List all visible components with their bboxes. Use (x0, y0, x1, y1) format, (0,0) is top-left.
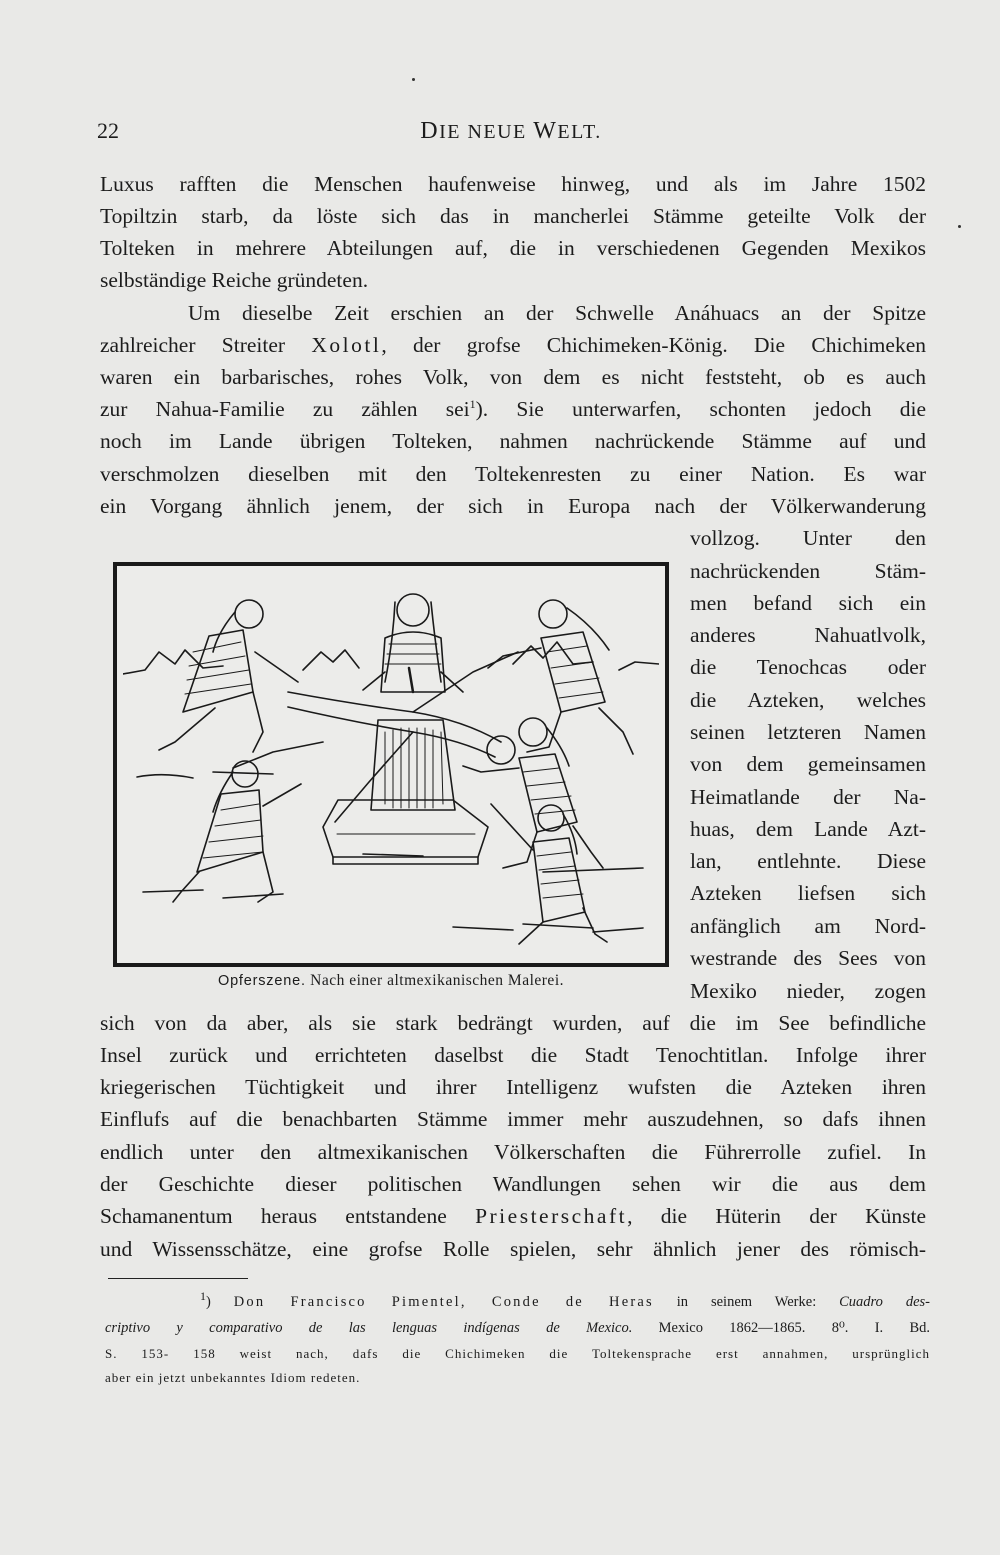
running-head: DIE NEUE WELT. (420, 118, 602, 144)
text-line: von dem gemeinsamen (690, 752, 926, 776)
footnote-marker: 1 (200, 1289, 206, 1304)
text-line: westrande des Sees von (690, 946, 926, 970)
text-line: Tolteken in mehrere Abteilungen auf, die in verschiedenen Gegenden Mexikos (100, 236, 926, 260)
text-line: Insel zurück und errichteten daselbst die Stadt Tenochtitlan. Infolge ihrer (100, 1043, 926, 1067)
print-speck (412, 78, 415, 81)
text-line: sich von da aber, als sie stark bedrängt wurden, auf die im See befindliche (100, 1011, 926, 1035)
illustration-sacrifice-scene (113, 562, 669, 967)
text-line: zahlreicher Streiter Xolotl, der grofse Chichimeken-König. Die Chichimeken (100, 333, 926, 357)
text-line: die Tenochcas oder (690, 655, 926, 679)
page-header (97, 118, 925, 148)
footnote-line: $^1$) Don Francisco Pimentel, Conde de Heras in seinem Werke: Cuadro des- (200, 1289, 930, 1310)
sacrifice-scene-drawing (123, 572, 659, 957)
text-line: Luxus rafften die Menschen haufenweise hinweg, und als im Jahre 1502 (100, 172, 926, 196)
text-line: anfänglich am Nord- (690, 914, 926, 938)
text-line: Schamanentum heraus entstandene Priesterschaft, die Hüterin der Künste (100, 1204, 926, 1228)
text-line: endlich unter den altmexikanischen Völkerschaften die Führerrolle zufiel. In (100, 1140, 926, 1164)
footnote-line: aber ein jetzt unbekanntes Idiom redeten. (105, 1370, 361, 1385)
text-line: nachrückenden Stäm- (690, 559, 926, 583)
text-line: Einflufs auf die benachbarten Stämme immer mehr auszudehnen, so dafs ihnen (100, 1107, 926, 1131)
text-line: Heimatlande der Na- (690, 785, 926, 809)
print-speck (958, 225, 961, 228)
footnote-ref: 1 (469, 396, 476, 411)
page-number: 22 (97, 118, 119, 143)
text-line: Um dieselbe Zeit erschien an der Schwelle Anáhuacs an der Spitze (188, 301, 926, 325)
text-line: noch im Lande übrigen Tolteken, nahmen nachrückende Stämme auf und (100, 429, 926, 453)
text-line: und Wissensschätze, eine grofse Rolle spielen, sehr ähnlich jener des römisch- (100, 1237, 926, 1261)
text-line: verschmolzen dieselben mit den Toltekenresten zu einer Nation. Es war (100, 462, 926, 486)
text-line: Azteken liefsen sich (690, 881, 926, 905)
footnote-line: criptivo y comparativo de las lenguas indígenas de Mexico. Mexico 1862—1865. 8⁰. I. Bd. (105, 1320, 930, 1336)
text-line: ein Vorgang ähnlich jenem, der sich in Europa nach der Völkerwanderung (100, 494, 926, 518)
name-xolotl: Xolotl (311, 333, 382, 357)
text-line: selbständige Reiche gründeten. (100, 268, 369, 292)
footnote-line: S. 153- 158 weist nach, dafs die Chichimeken die Toltekensprache erst annahmen, ursprünglich (105, 1346, 930, 1361)
figure-caption: Opferszene. Nach einer altmexikanischen Malerei. (217, 972, 564, 989)
text-line: anderes Nahuatlvolk, (690, 623, 926, 647)
text-line: seinen letzteren Namen (690, 720, 926, 744)
footnote-rule (108, 1278, 248, 1279)
text-line: lan, entlehnte. Diese (690, 849, 926, 873)
text-line: kriegerischen Tüchtigkeit und ihrer Intelligenz wufsten die Azteken ihren (100, 1075, 926, 1099)
text-line: huas, dem Lande Azt- (690, 817, 926, 841)
text-line: Mexiko nieder, zogen (690, 979, 926, 1003)
text-line: Topiltzin starb, da löste sich das in mancherlei Stämme geteilte Volk der (100, 204, 926, 228)
text-line: men befand sich ein (690, 591, 926, 615)
term-priesterschaft: Priesterschaft (475, 1204, 628, 1228)
text-line: zur Nahua-Familie zu zählen sei$^1$). Sie unterwarfen, schonten jedoch die (100, 396, 926, 421)
text-line: waren ein barbarisches, rohes Volk, von dem es nicht feststeht, ob es auch (100, 365, 926, 389)
text-line: die Azteken, welches (690, 688, 926, 712)
text-line: der Geschichte dieser politischen Wandlungen sehen wir die aus dem (100, 1172, 926, 1196)
text-line: vollzog. Unter den (690, 526, 926, 550)
